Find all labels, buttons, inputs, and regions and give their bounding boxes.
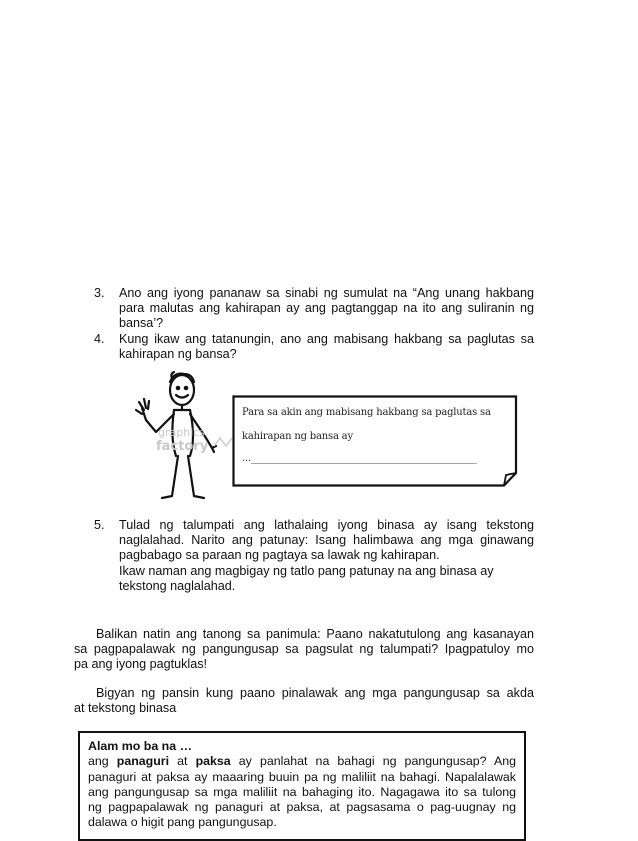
- box-line-3: ang pangungusap sa mga maliliit na bahaging ito. Nagagawa ito sa tulong: [88, 784, 516, 799]
- answer-note-box: [232, 395, 518, 487]
- watermark-mark-icon: [214, 438, 232, 446]
- question-text: [119, 518, 534, 594]
- question-text: [119, 332, 534, 362]
- box-body: [88, 754, 516, 830]
- question-line: naglalahad. Narito ang patunay: Isang halimbawa ang mga ginawang: [119, 533, 534, 548]
- bold-term-panaguri: panaguri: [116, 754, 170, 769]
- question-line: Ano ang iyong pananaw sa sinabi ng sumulat na “Ang unang hakbang: [119, 286, 534, 300]
- box-line-2: panaguri at paksa ay maaaring buuin pa ng maliliit na bahagi. Napalalawak: [88, 769, 516, 784]
- note-answer-blank: ..._______________________________________________: [242, 453, 477, 464]
- paragraph-balikan: [74, 627, 534, 673]
- stick-figure-illustration: [130, 368, 240, 504]
- note-line-1: Para sa akin ang mabisang hakbang sa paglutas sa: [242, 407, 491, 418]
- question-line: bansa’?: [119, 316, 164, 331]
- question-3: [94, 286, 534, 332]
- question-number: 4.: [94, 332, 105, 346]
- paragraph-line: at tekstong binasa: [74, 701, 177, 716]
- question-line: Kung ikaw ang tatanungin, ano ang mabisang hakbang sa paglutas sa: [119, 332, 534, 346]
- paragraph-line: pa ang iyong pagtuklas!: [74, 657, 208, 672]
- box-heading: Alam mo ba na …: [88, 739, 192, 753]
- question-text: [119, 286, 534, 332]
- question-4: [94, 332, 534, 362]
- question-line: para malutas ang kahirapan ay ang pagtanggap na ito ang suliranin ng: [119, 301, 534, 316]
- question-number: 5.: [94, 518, 105, 532]
- text-run: at: [169, 754, 196, 769]
- paragraph-line: Bigyan ng pansin kung paano pinalawak ang mga pangungusap sa akda: [96, 686, 534, 700]
- text-run: ay panlahat na bahagi ng pangungusap? Ang: [230, 754, 516, 769]
- alam-mo-ba-box: [78, 731, 526, 841]
- question-line: tekstong naglalahad.: [119, 578, 236, 593]
- question-line: Ikaw naman ang magbigay ng tatlo pang patunay na ang binasa ay: [119, 563, 494, 578]
- bold-term-paksa: paksa: [195, 754, 231, 769]
- text-run: ang: [88, 754, 117, 769]
- paragraph-line: sa pagpapalawak ng pangungusap sa pagsulat ng talumpati? Ipagpatuloy mo: [74, 642, 534, 657]
- question-line: Tulad ng talumpati ang lathalaing iyong binasa ay isang tekstong: [119, 518, 534, 532]
- question-5: [94, 518, 534, 594]
- watermark-line-2: factory: [156, 439, 209, 454]
- box-line-4: ng pagpapalawak ng panaguri at paksa, at pagsasama o pag-uugnay ng: [88, 800, 516, 815]
- watermark-line-1: graphics: [158, 426, 206, 439]
- question-line: kahirapan ng bansa?: [119, 347, 237, 362]
- question-line: pagbabago sa paraan ng pagtaya sa lawak ng kahirapan.: [119, 548, 440, 563]
- paragraph-line: Balikan natin ang tanong sa panimula: Paano nakatutulong ang kasanayan: [96, 627, 534, 641]
- box-line-1: [88, 754, 516, 769]
- note-line-2: kahirapan ng bansa ay: [242, 431, 353, 442]
- question-number: 3.: [94, 286, 105, 300]
- box-line-5: dalawa o higit pang pangungusap.: [88, 815, 277, 830]
- paragraph-bigyan: [74, 686, 534, 716]
